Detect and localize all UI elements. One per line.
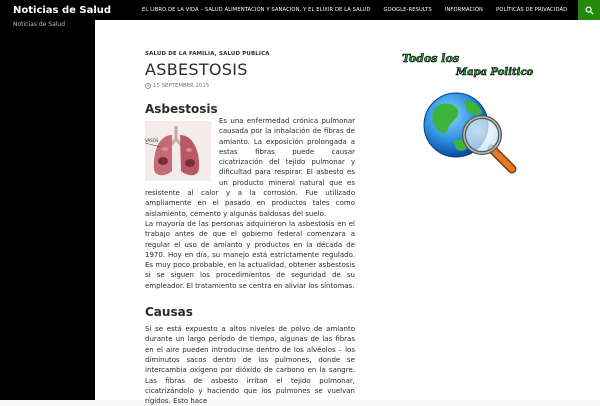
mapa-politico-widget[interactable] bbox=[398, 49, 544, 179]
clock-icon bbox=[145, 83, 151, 89]
post-title: ASBESTOSIS bbox=[145, 60, 248, 79]
nav-item-privacidad[interactable]: POLÍTICAS DE PRIVACIDAD bbox=[496, 7, 568, 13]
section-heading-causas: Causas bbox=[145, 305, 193, 320]
nav-item-informacion[interactable]: INFORMACIÓN bbox=[444, 7, 484, 13]
post-body-causas bbox=[145, 324, 355, 406]
header-bar bbox=[0, 0, 600, 20]
primary-nav bbox=[142, 0, 580, 20]
lungs-image bbox=[145, 121, 211, 181]
category-link-publica[interactable]: SALUD PUBLICA bbox=[219, 51, 270, 57]
main-content bbox=[95, 20, 600, 406]
post-date[interactable]: 15 SEPTEMBER 2015 bbox=[153, 83, 210, 89]
category-link-familia[interactable]: SALUD DE LA FAMILIA bbox=[145, 51, 215, 57]
post-meta bbox=[145, 83, 355, 89]
widget-title-line2: Mapa Politico bbox=[456, 67, 534, 78]
magnifier-icon bbox=[464, 117, 512, 169]
search-button[interactable] bbox=[578, 0, 600, 20]
post-paragraph-2: La mayoría de las personas adquirieron la asbestosis en el trabajo antes de que el gobierno federal comenzara a regular el uso de amianto y productos en la década de 1970. Hoy en día, su manejo está estrictamente regulado. Es muy poco probable, en la actualidad, obtener asbestosis si se siguen los procedimientos de seguridad de su empleador. El tratamiento se centra en aliviar los síntomas. bbox=[145, 219, 355, 290]
post-article bbox=[145, 51, 355, 406]
post-categories bbox=[145, 51, 355, 57]
nav-item-libro[interactable]: EL LIBRO DE LA VIDA – SALUD ALIMENTACION Y SANACION, Y EL ELIXIR DE LA SALUD bbox=[142, 7, 371, 13]
post-body bbox=[145, 116, 355, 291]
search-icon bbox=[585, 6, 594, 15]
section-heading-asbestosis: Asbestosis bbox=[145, 102, 218, 116]
nav-item-google-results[interactable]: GOOGLE-RESULTS bbox=[383, 7, 432, 13]
lungs-image-label: VASOS bbox=[145, 138, 159, 143]
category-separator: , bbox=[214, 51, 219, 57]
site-title[interactable]: Noticias de Salud bbox=[13, 4, 112, 16]
post-paragraph-3: Si se está expuesto a altos niveles de polvo de amianto durante un largo período de tiempo, algunas de las fibras en el aire pueden introducirse dentro de los alvéolos – los diminutos sacos dentro de los pulmones, donde se intercambia oxígeno por dióxido de carbono en la sangre. Las fibras de asbesto irritan el tejido pulmonar, cicatrizándolo y haciendo que los pulmones se vuelvan rígidos. Esto hace bbox=[145, 325, 355, 406]
post-paragraph-1: Es una enfermedad crónica pulmonar causada por la inhalación de fibras de amianto. La exposición prolongada a estas fibras puede causar cicatrización del tejido pulmonar y dificultad para respirar. El asbesto es un producto mineral natural que es resistente al calor y a la corrosión. Fue utilizado ampliamente en el pasado en productos tales como aislamiento, cemento y algunas baldosas del suelo. bbox=[145, 117, 355, 218]
widget-title-line1: Todos los bbox=[402, 52, 460, 65]
site-tagline: Noticias de Salud bbox=[13, 21, 66, 28]
left-sidebar bbox=[0, 20, 95, 400]
